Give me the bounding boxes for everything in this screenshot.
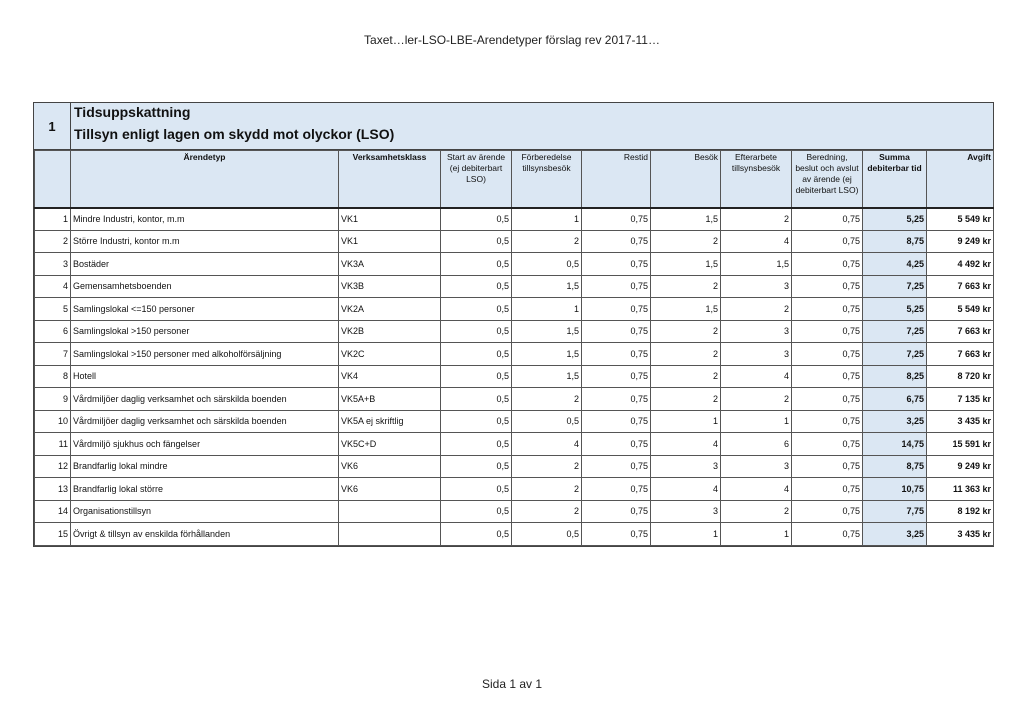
row-besok: 2 [651,343,721,366]
row-avgift: 5 549 kr [927,208,994,231]
row-avgift: 5 549 kr [927,298,994,321]
row-forberedelse: 1,5 [512,343,582,366]
row-besok: 2 [651,320,721,343]
row-forberedelse: 0,5 [512,410,582,433]
row-beredning: 0,75 [792,275,863,298]
row-summa: 4,25 [863,253,927,276]
row-efterarbete: 2 [721,500,792,523]
row-arendetyp: Hotell [71,365,339,388]
row-verksamhetsklass: VK4 [339,365,441,388]
row-besok: 1,5 [651,253,721,276]
row-summa: 5,25 [863,208,927,231]
row-verksamhetsklass: VK5A+B [339,388,441,411]
row-avgift: 7 663 kr [927,275,994,298]
row-restid: 0,75 [582,500,651,523]
row-verksamhetsklass [339,500,441,523]
row-restid: 0,75 [582,410,651,433]
row-verksamhetsklass [339,523,441,546]
row-beredning: 0,75 [792,478,863,501]
row-verksamhetsklass: VK6 [339,455,441,478]
section-heading: Tidsuppskattning [74,104,191,120]
row-start: 0,5 [441,298,512,321]
row-forberedelse: 1,5 [512,320,582,343]
row-avgift: 7 663 kr [927,343,994,366]
row-start: 0,5 [441,455,512,478]
table-row [35,500,994,523]
row-avgift: 9 249 kr [927,455,994,478]
row-besok: 1,5 [651,208,721,231]
row-number: 7 [35,343,71,366]
row-besok: 2 [651,230,721,253]
row-efterarbete: 2 [721,208,792,231]
row-arendetyp: Gemensamhetsboenden [71,275,339,298]
row-start: 0,5 [441,388,512,411]
row-arendetyp: Organisationstillsyn [71,500,339,523]
table-row [35,343,994,366]
row-restid: 0,75 [582,433,651,456]
row-restid: 0,75 [582,478,651,501]
table-header-row [35,151,994,208]
row-forberedelse: 2 [512,478,582,501]
row-forberedelse: 4 [512,433,582,456]
row-besok: 4 [651,478,721,501]
row-verksamhetsklass: VK3B [339,275,441,298]
row-verksamhetsklass: VK2C [339,343,441,366]
row-summa: 10,75 [863,478,927,501]
row-start: 0,5 [441,410,512,433]
row-avgift: 3 435 kr [927,410,994,433]
table-row [35,388,994,411]
row-summa: 3,25 [863,410,927,433]
table-row [35,320,994,343]
row-efterarbete: 3 [721,343,792,366]
row-besok: 1,5 [651,298,721,321]
row-start: 0,5 [441,253,512,276]
row-summa: 7,75 [863,500,927,523]
table-row [35,230,994,253]
row-beredning: 0,75 [792,320,863,343]
row-summa: 8,75 [863,455,927,478]
row-arendetyp: Samlingslokal <=150 personer [71,298,339,321]
row-forberedelse: 1 [512,298,582,321]
row-efterarbete: 1 [721,523,792,546]
row-restid: 0,75 [582,365,651,388]
col-header-start: Start av ärende (ej debiterbart LSO) [441,151,512,208]
row-start: 0,5 [441,208,512,231]
row-summa: 8,25 [863,365,927,388]
row-beredning: 0,75 [792,365,863,388]
row-arendetyp: Vårdmiljöer daglig verksamhet och särskilda boenden [71,410,339,433]
row-start: 0,5 [441,500,512,523]
row-number: 12 [35,455,71,478]
row-efterarbete: 3 [721,320,792,343]
row-arendetyp: Samlingslokal >150 personer [71,320,339,343]
row-start: 0,5 [441,365,512,388]
table-row [35,478,994,501]
col-header-avgift: Avgift [927,151,994,208]
row-efterarbete: 3 [721,275,792,298]
row-restid: 0,75 [582,208,651,231]
row-summa: 14,75 [863,433,927,456]
section-header [34,103,993,150]
row-number: 5 [35,298,71,321]
row-besok: 3 [651,500,721,523]
row-efterarbete: 2 [721,298,792,321]
table-row [35,433,994,456]
section-number: 1 [34,103,71,149]
col-header-verksamhetsklass: Verksamhetsklass [339,151,441,208]
row-besok: 2 [651,365,721,388]
row-start: 0,5 [441,478,512,501]
row-summa: 5,25 [863,298,927,321]
row-arendetyp: Samlingslokal >150 personer med alkoholförsäljning [71,343,339,366]
row-forberedelse: 2 [512,388,582,411]
row-efterarbete: 1 [721,410,792,433]
row-avgift: 8 720 kr [927,365,994,388]
col-header-efterarbete: Efterarbete tillsynsbesök [721,151,792,208]
row-beredning: 0,75 [792,523,863,546]
fee-sheet [33,102,994,547]
row-summa: 6,75 [863,388,927,411]
row-verksamhetsklass: VK3A [339,253,441,276]
row-forberedelse: 2 [512,230,582,253]
row-beredning: 0,75 [792,500,863,523]
row-number: 15 [35,523,71,546]
row-restid: 0,75 [582,230,651,253]
table-row [35,275,994,298]
table-row [35,523,994,546]
row-verksamhetsklass: VK2A [339,298,441,321]
row-forberedelse: 1,5 [512,275,582,298]
row-verksamhetsklass: VK2B [339,320,441,343]
table-row [35,365,994,388]
row-beredning: 0,75 [792,433,863,456]
row-number: 11 [35,433,71,456]
page-number: Sida 1 av 1 [481,677,543,691]
table-row [35,208,994,231]
row-verksamhetsklass: VK5A ej skriftlig [339,410,441,433]
col-header-besok: Besök [651,151,721,208]
row-restid: 0,75 [582,388,651,411]
row-start: 0,5 [441,230,512,253]
row-efterarbete: 4 [721,478,792,501]
row-arendetyp: Brandfarlig lokal mindre [71,455,339,478]
row-besok: 1 [651,523,721,546]
row-summa: 3,25 [863,523,927,546]
table-row [35,253,994,276]
row-beredning: 0,75 [792,208,863,231]
col-header-restid: Restid [582,151,651,208]
table-row [35,410,994,433]
row-verksamhetsklass: VK1 [339,208,441,231]
section-subheading: Tillsyn enligt lagen om skydd mot olyckor (LSO) [74,126,395,142]
row-number: 10 [35,410,71,433]
row-summa: 7,25 [863,343,927,366]
row-besok: 1 [651,410,721,433]
row-beredning: 0,75 [792,230,863,253]
row-forberedelse: 1,5 [512,365,582,388]
row-efterarbete: 2 [721,388,792,411]
row-number: 3 [35,253,71,276]
row-verksamhetsklass: VK1 [339,230,441,253]
row-summa: 7,25 [863,320,927,343]
row-avgift: 7 663 kr [927,320,994,343]
row-start: 0,5 [441,275,512,298]
row-start: 0,5 [441,523,512,546]
row-number: 2 [35,230,71,253]
col-header-forberedelse: Förberedelse tillsynsbesök [512,151,582,208]
col-header-summa: Summa debiterbar tid [863,151,927,208]
row-number: 13 [35,478,71,501]
document-title: Taxet…ler-LSO-LBE-Arendetyper förslag rev 2017-11… [364,33,660,47]
row-arendetyp: Vårdmiljöer daglig verksamhet och särskilda boenden [71,388,339,411]
row-efterarbete: 3 [721,455,792,478]
row-restid: 0,75 [582,343,651,366]
row-arendetyp: Mindre Industri, kontor, m.m [71,208,339,231]
row-efterarbete: 4 [721,230,792,253]
row-beredning: 0,75 [792,298,863,321]
row-number: 1 [35,208,71,231]
row-besok: 2 [651,275,721,298]
col-header-arendetyp: Ärendetyp [71,151,339,208]
row-beredning: 0,75 [792,455,863,478]
row-beredning: 0,75 [792,388,863,411]
row-number: 4 [35,275,71,298]
row-besok: 2 [651,388,721,411]
row-arendetyp: Vårdmiljö sjukhus och fängelser [71,433,339,456]
row-besok: 4 [651,433,721,456]
row-summa: 7,25 [863,275,927,298]
row-forberedelse: 2 [512,500,582,523]
row-arendetyp: Större Industri, kontor m.m [71,230,339,253]
fee-table [34,150,994,546]
row-start: 0,5 [441,343,512,366]
col-header-beredning: Beredning, beslut och avslut av ärende (ej debiterbart LSO) [792,151,863,208]
row-forberedelse: 0,5 [512,253,582,276]
row-avgift: 3 435 kr [927,523,994,546]
row-efterarbete: 1,5 [721,253,792,276]
row-avgift: 9 249 kr [927,230,994,253]
table-row [35,455,994,478]
row-avgift: 11 363 kr [927,478,994,501]
row-arendetyp: Övrigt & tillsyn av enskilda förhållanden [71,523,339,546]
row-avgift: 4 492 kr [927,253,994,276]
row-start: 0,5 [441,433,512,456]
row-number: 14 [35,500,71,523]
row-restid: 0,75 [582,455,651,478]
row-avgift: 7 135 kr [927,388,994,411]
row-restid: 0,75 [582,320,651,343]
row-verksamhetsklass: VK5C+D [339,433,441,456]
row-restid: 0,75 [582,523,651,546]
row-restid: 0,75 [582,275,651,298]
col-header-nr [35,151,71,208]
row-restid: 0,75 [582,298,651,321]
row-arendetyp: Brandfarlig lokal större [71,478,339,501]
row-number: 6 [35,320,71,343]
row-start: 0,5 [441,320,512,343]
row-verksamhetsklass: VK6 [339,478,441,501]
row-forberedelse: 2 [512,455,582,478]
row-avgift: 8 192 kr [927,500,994,523]
row-beredning: 0,75 [792,253,863,276]
row-besok: 3 [651,455,721,478]
row-efterarbete: 6 [721,433,792,456]
row-efterarbete: 4 [721,365,792,388]
row-restid: 0,75 [582,253,651,276]
row-forberedelse: 0,5 [512,523,582,546]
row-arendetyp: Bostäder [71,253,339,276]
row-avgift: 15 591 kr [927,433,994,456]
row-summa: 8,75 [863,230,927,253]
row-number: 9 [35,388,71,411]
row-beredning: 0,75 [792,343,863,366]
row-beredning: 0,75 [792,410,863,433]
row-forberedelse: 1 [512,208,582,231]
row-number: 8 [35,365,71,388]
table-row [35,298,994,321]
